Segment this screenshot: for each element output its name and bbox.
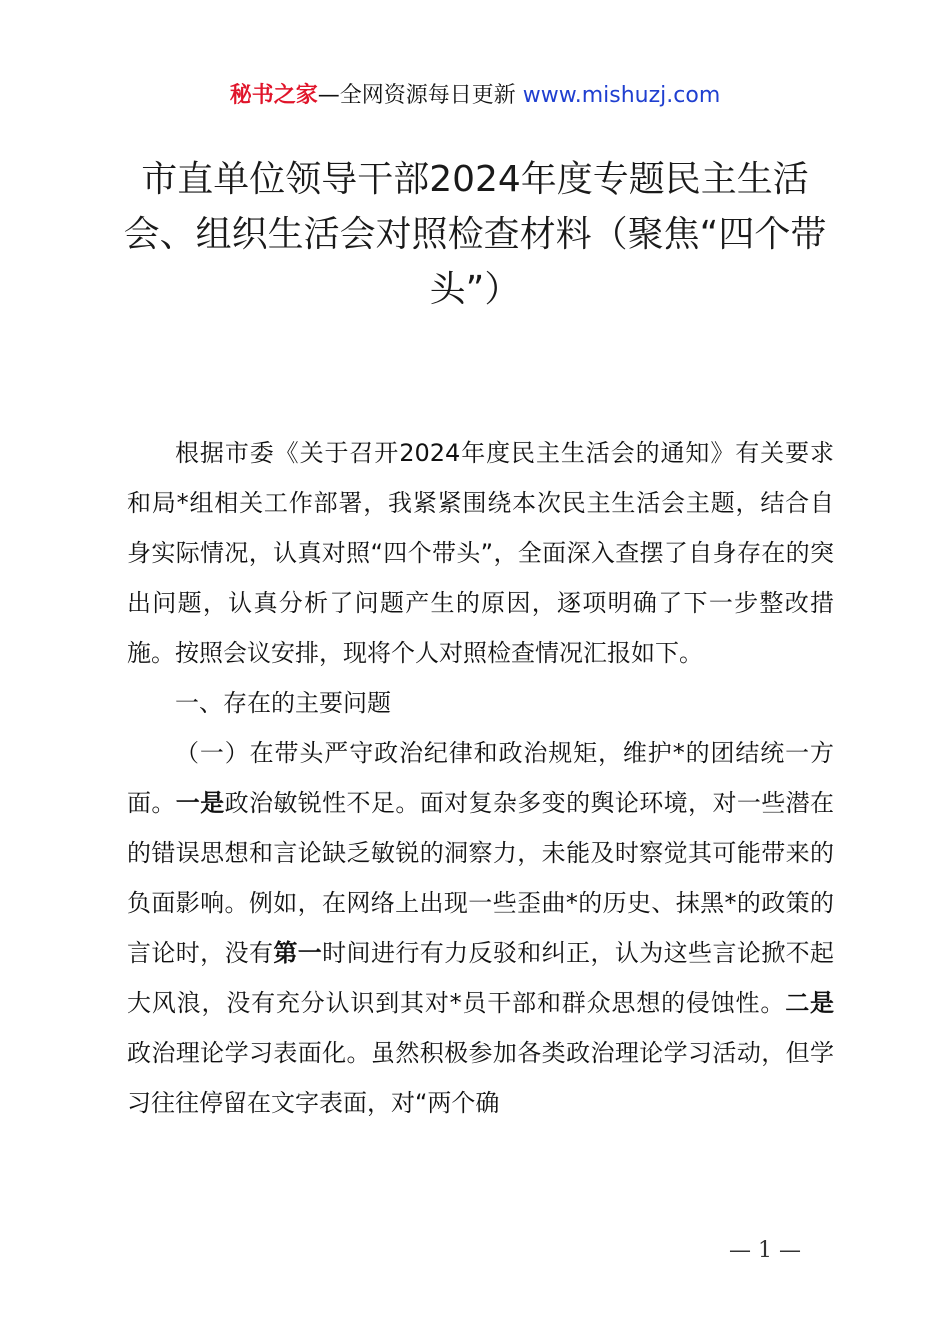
page-number: — 1 —	[729, 1238, 801, 1263]
paragraph-text: （一）在带头严守政治纪律和政治规矩，维护*的团结统一方面。	[127, 739, 834, 817]
site-header	[0, 80, 950, 112]
bold-marker: 第一	[273, 939, 323, 967]
intro-paragraph: 根据市委《关于召开2024年度民主生活会的通知》有关要求和局*组相关工作部署，我紧紧围绕本次民主生活会主题，结合自身实际情况，认真对照“四个带头”，全面深入查摆了自身存在的突出问题，认真分析了问题产生的原因，逐项明确了下一步整改措施。按照会议安排，现将个人对照检查情况汇报如下。	[127, 439, 834, 667]
paragraph-text: 政治理论学习表面化。虽然积极参加各类政治理论学习活动，但学习往往停留在文字表面，对“两个确	[127, 1039, 834, 1117]
section-heading: 一、存在的主要问题	[175, 689, 391, 717]
site-brand: 秘书之家	[229, 83, 318, 108]
site-tagline: —全网资源每日更新	[317, 83, 516, 108]
site-url-link[interactable]: www.mishuzj.com	[522, 83, 721, 108]
bold-marker: 一是	[175, 789, 225, 817]
paragraph-text: 政治敏锐性不足。面对复杂多变的舆论环境，对一些潜在的错误思想和言论缺乏敏锐的洞察力，未能及时察觉其可能带来的负面影响。例如，在网络上出现一些歪曲*的历史、抹黑*的政策的言论时，没有	[127, 789, 835, 967]
problem-paragraph	[127, 728, 834, 1128]
bold-marker: 二是	[785, 989, 835, 1017]
paragraph-text: 时间进行有力反驳和纠正，认为这些言论掀不起大风浪，没有充分认识到其对*员干部和群众思想的侵蚀性。	[127, 939, 835, 1017]
document-body	[127, 428, 834, 1128]
document-title: 市直单位领导干部2024年度专题民主生活会、组织生活会对照检查材料（聚焦“四个带头”）	[123, 159, 827, 310]
